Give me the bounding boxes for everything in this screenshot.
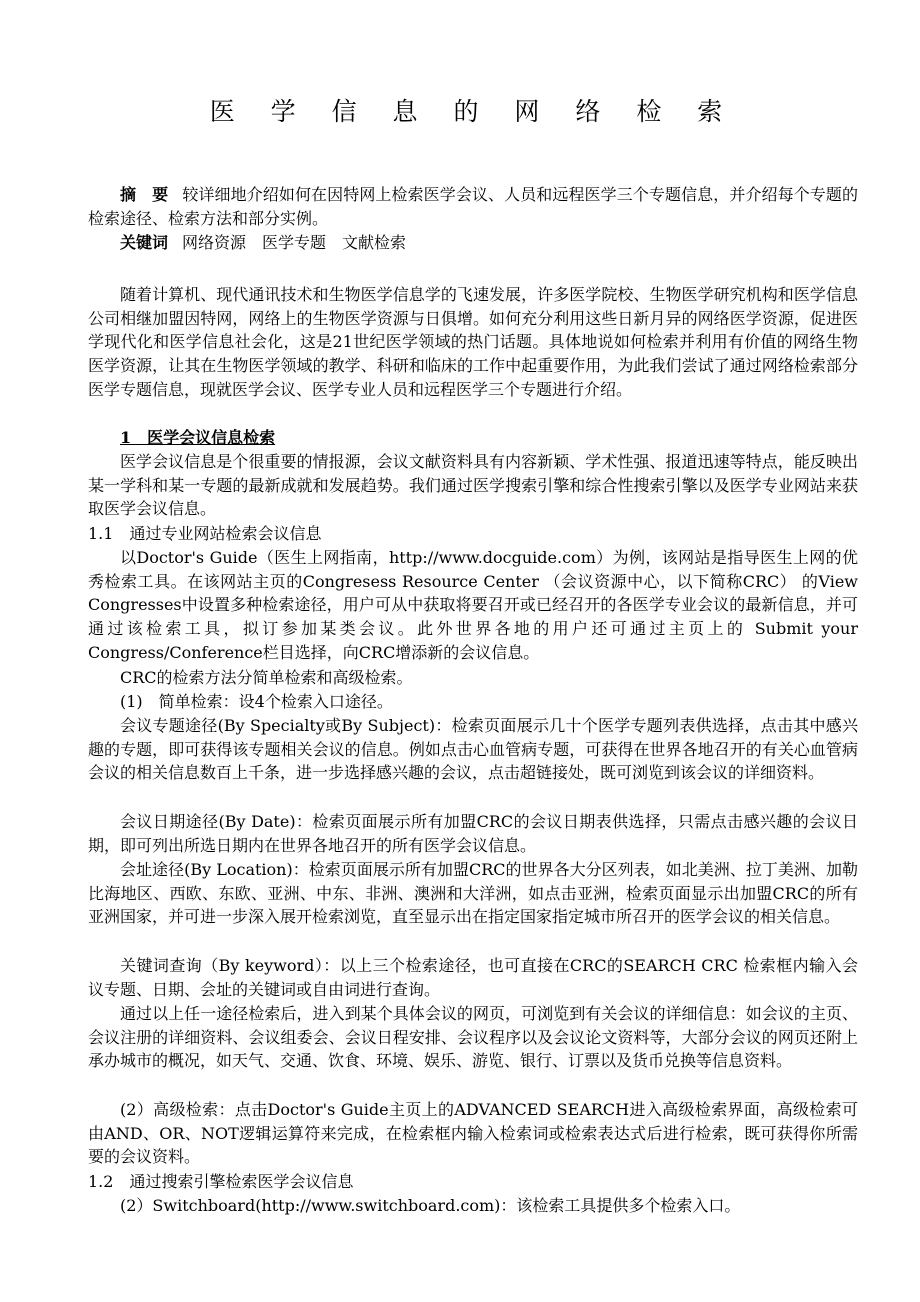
paragraph-advanced-search: (2）高级检索：点击Doctor's Guide主页上的ADVANCED SEARCH进入高级检索界面，高级检索可由AND、OR、NOT逻辑运算符来完成，在检索框内输入检索词或检索表达式后进行检索，既可获得你所需要的会议资料。 — [88, 1100, 858, 1167]
paragraph-by-location: 会址途径(By Location)：检索页面展示所有加盟CRC的世界各大分区列表，如北美洲、拉丁美洲、加勒比海地区、西欧、东欧、亚洲、中东、非洲、澳洲和大洋洲，如点击亚洲，检索页面显示出加盟CRC的所有亚洲国家，并可进一步深入展开检索浏览，直至显示出在指定国家指定城市所召开的医学会议的相关信息。 — [88, 860, 858, 927]
paragraph-simple-search: (1) 简单检索：设4个检索入口途径。 — [120, 692, 393, 711]
intro-paragraph: 随着计算机、现代通讯技术和生物医学信息学的飞速发展，许多医学院校、生物医学研究机构和医学信息公司相继加盟因特网，网络上的生物医学资源与日俱增。如何充分利用这些日新月异的网络医学资源，促进医学现代化和医学信息社会化，这是21世纪医学领域的热门话题。具体地说如何检索并利用有价值的网络生物医学资源，让其在生物医学领域的教学、科研和临床的工作中起重要作用，为此我们尝试了通过网络检索部分医学专题信息，现就医学会议、医学专业人员和远程医学三个专题进行介绍。 — [88, 285, 858, 399]
subsection-1-1-heading: 1.1 通过专业网站检索会议信息 — [88, 524, 322, 543]
keywords-label: 关键词 — [120, 233, 169, 252]
abstract-label: 摘 要 — [120, 185, 169, 204]
section-1-intro: 医学会议信息是个很重要的情报源，会议文献资料具有内容新颖、学术性强、报道迅速等特点，能反映出某一学科和某一专题的最新成就和发展趋势。我们通过医学搜索引擎和综合性搜索引擎以及医学专业网站来获取医学会议信息。 — [88, 452, 858, 519]
paragraph-by-keyword: 关键词查询（By keyword）：以上三个检索途径，也可直接在CRC的SEARCH CRC 检索框内输入会议专题、日期、会址的关键词或自由词进行查询。 — [88, 956, 858, 999]
section-1-heading-text: 1 医学会议信息检索 — [120, 428, 276, 447]
keywords — [88, 231, 858, 255]
subsection-1-2-heading: 1.2 通过搜索引擎检索医学会议信息 — [88, 1172, 354, 1191]
abstract — [88, 183, 858, 230]
paragraph-docguide: 以Doctor's Guide（医生上网指南，http://www.docguide.com）为例，该网站是指导医生上网的优秀检索工具。在该网站主页的Congresess Resource Center （会议资源中心，以下简称CRC） 的View Congresses中设置多种检索途径，用户可从中获取将要召开或已经召开的各医学专业会议的最新信息，并可通过该检索工具，拟订参加某类会议。此外世界各地的用户还可通过主页上的 Submit your Congress/Conference栏目选择，向CRC增添新的会议信息。 — [88, 548, 858, 662]
document-title: 医 学 信 息 的 网 络 检 索 — [209, 97, 737, 126]
paragraph-crc-methods: CRC的检索方法分简单检索和高级检索。 — [120, 668, 413, 687]
paragraph-switchboard: (2）Switchboard(http://www.switchboard.com)：该检索工具提供多个检索入口。 — [120, 1196, 741, 1215]
paragraph-by-date: 会议日期途径(By Date)：检索页面展示所有加盟CRC的会议日期表供选择，只需点击感兴趣的会议日期，即可列出所选日期内在世界各地召开的所有医学会议信息。 — [88, 812, 858, 855]
section-1-heading — [88, 426, 858, 450]
abstract-text: 较详细地介绍如何在因特网上检索医学会议、人员和远程医学三个专题信息，并介绍每个专题的检索途径、检索方法和部分实例。 — [88, 185, 858, 228]
keywords-text: 网络资源 医学专题 文献检索 — [182, 233, 407, 252]
paragraph-by-specialty: 会议专题途径(By Specialty或By Subject)：检索页面展示几十个医学专题列表供选择，点击其中感兴趣的专题，即可获得该专题相关会议的信息。例如点击心血管病专题，可获得在世界各地召开的有关心血管病会议的相关信息数百上千条，进一步选择感兴趣的会议，点击超链接处，既可浏览到该会议的详细资料。 — [88, 716, 858, 783]
paragraph-conference-detail: 通过以上任一途径检索后，进入到某个具体会议的网页，可浏览到有关会议的详细信息：如会议的主页、会议注册的详细资料、会议组委会、会议日程安排、会议程序以及会议论文资料等，大部分会议的网页还附上承办城市的概况，如天气、交通、饮食、环境、娱乐、游览、银行、订票以及货币兑换等信息资料。 — [88, 1004, 858, 1071]
